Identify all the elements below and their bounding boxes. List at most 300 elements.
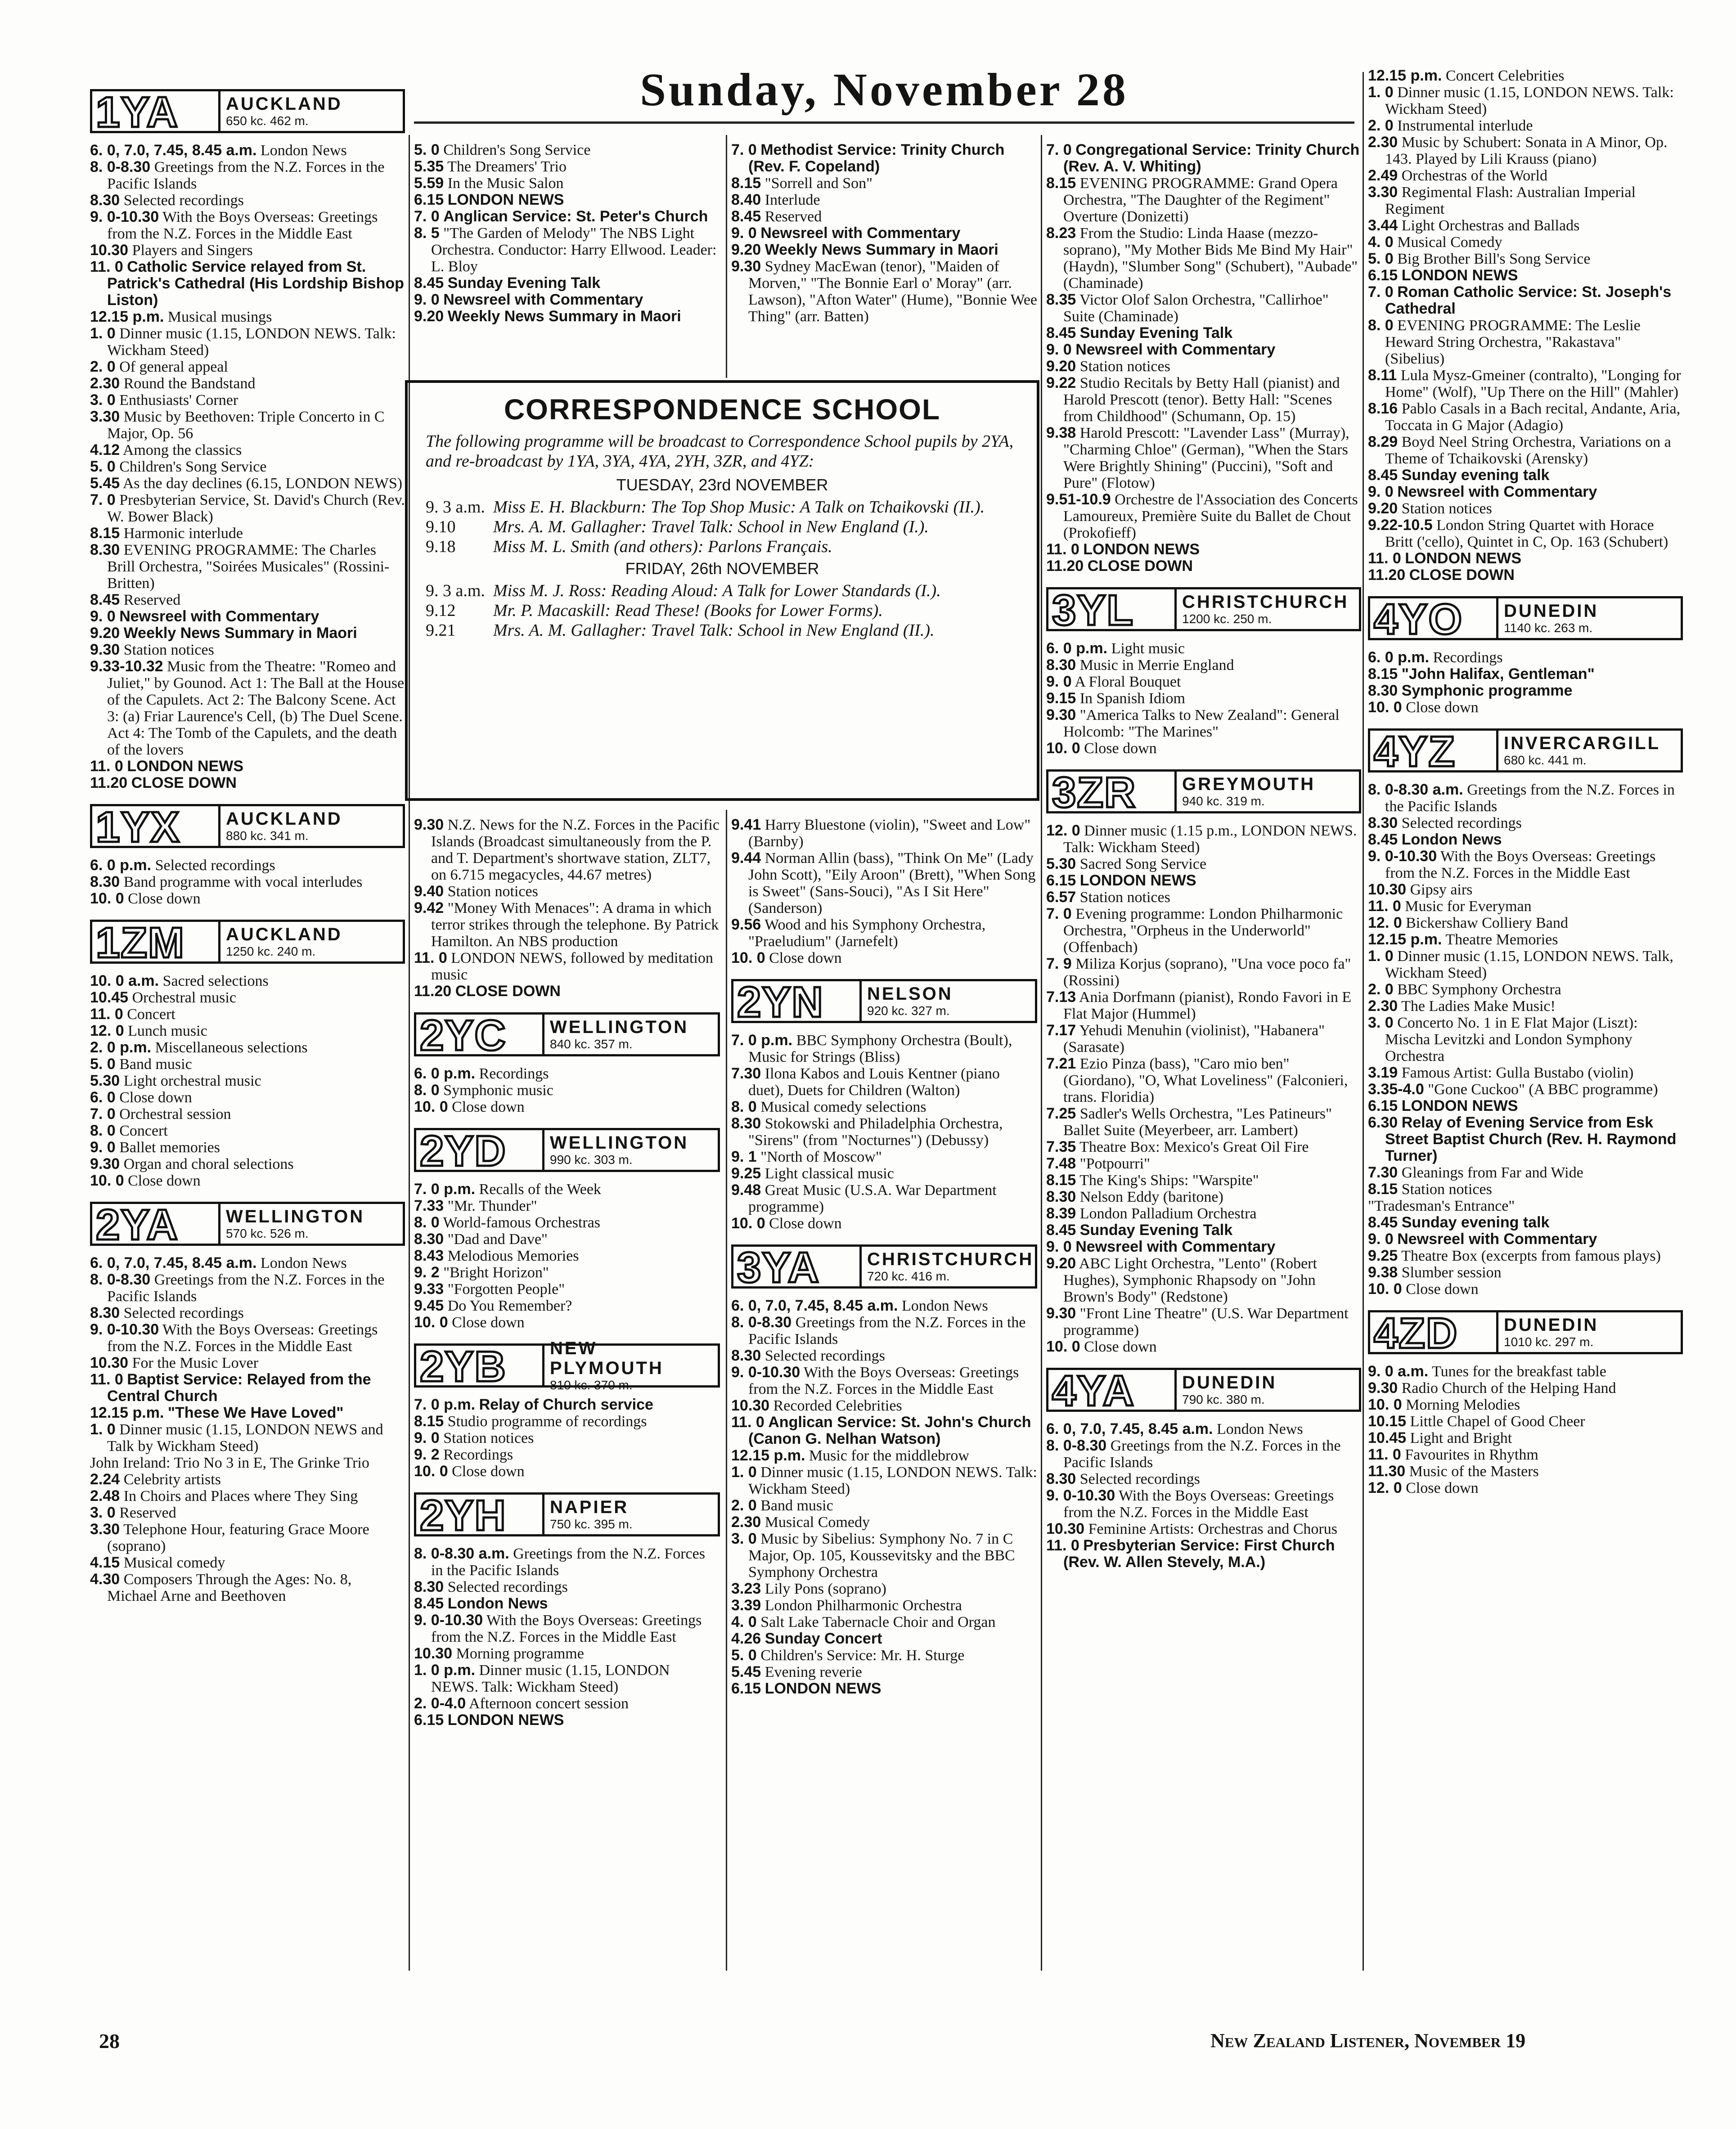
programme-description: John Ireland: Trio No 3 in E, The Grinke Trio	[90, 1455, 369, 1471]
programme-description: Newsreel with Commentary	[119, 608, 319, 625]
programme-time: 7.21	[1046, 1055, 1076, 1072]
programme-entry	[1046, 674, 1361, 690]
programme-description: Telephone Hour, featuring Grace Moore (soprano)	[107, 1521, 369, 1554]
programme-time: 8.15	[414, 1413, 444, 1430]
programme-description: Station notices	[1401, 500, 1492, 517]
column-3-bottom	[731, 817, 1037, 1697]
programme-description: Relay of Church service	[479, 1396, 653, 1413]
programme-description: Great Music (U.S.A. War Department programme)	[748, 1182, 997, 1215]
programme-description: In Choirs and Places where They Sing	[123, 1488, 358, 1505]
programme-time: 9.22	[1046, 374, 1076, 391]
programme-time: 3.19	[1368, 1064, 1398, 1081]
programme-description: Station notices	[1079, 889, 1170, 906]
programme-time: 8.30	[1046, 656, 1076, 674]
programme-entry	[414, 1413, 720, 1430]
programme-description: Theatre Memories	[1445, 931, 1558, 948]
programme-time: 11.30	[1368, 1463, 1406, 1480]
programme-time: 3.30	[1368, 184, 1398, 201]
programme-entry	[1046, 1155, 1361, 1172]
programme-time: 6.15	[414, 1711, 444, 1729]
programme-description: Sacred selections	[162, 973, 269, 989]
programme-entry	[731, 1614, 1037, 1630]
programme-entry	[414, 1099, 720, 1115]
programme-time: 9.33-10.32	[90, 658, 163, 675]
station-frequency: 680 kc. 441 m.	[1504, 753, 1587, 767]
programme-description: Symphonic programme	[1401, 682, 1573, 699]
programme-description: "Dad and Dave"	[447, 1231, 548, 1248]
station-header	[90, 89, 405, 133]
programme-time: 8.30	[90, 541, 120, 558]
programme-description: Little Chapel of Good Cheer	[1410, 1413, 1585, 1430]
programme-description: Children's Song Service	[443, 142, 591, 158]
programme-entry	[90, 542, 405, 592]
programme-entry	[1368, 517, 1683, 550]
programme-time: 9. 0	[1368, 483, 1394, 500]
programme-time: 9. 1	[731, 1148, 757, 1165]
programme-description: Dinner music (1.15, LONDON NEWS. Talk: Wickham Steed)	[107, 325, 396, 359]
programme-entry	[1046, 1421, 1361, 1437]
station-city: INVERCARGILL	[1504, 733, 1660, 753]
programme-time: 5.30	[90, 1072, 120, 1089]
programme-time: 4.15	[90, 1554, 120, 1571]
station-header	[90, 1202, 405, 1246]
programme-entry	[1368, 1114, 1683, 1164]
programme-entry	[1046, 657, 1361, 674]
programme-description: Selected recordings	[1401, 815, 1522, 831]
programme-description: Tunes for the breakfast table	[1432, 1363, 1606, 1380]
programme-time: 4.30	[90, 1571, 120, 1588]
programme-entry	[90, 1255, 405, 1271]
programme-time: 5. 0	[90, 458, 116, 475]
programme-description: Band music	[119, 1056, 192, 1073]
programme-description: Music of the Masters	[1409, 1463, 1539, 1480]
programme-entry	[1046, 1056, 1361, 1105]
programme-description: London News	[260, 1255, 347, 1271]
station-frequency: 720 kc. 416 m.	[867, 1269, 950, 1283]
programme-description: "These We Have Loved"	[167, 1404, 344, 1421]
programme-description: Yehudi Menuhin (violinist), "Habanera" (Sarasate)	[1063, 1022, 1325, 1056]
programme-description: Gipsy airs	[1410, 881, 1473, 898]
programme-entry	[90, 1089, 405, 1106]
programme-entry	[1368, 467, 1683, 484]
programme-description: Concerto No. 1 in E Flat Major (Liszt): Mischa Levitzki and London Symphony Orchestra	[1385, 1015, 1638, 1064]
station-call-sign: 2YA	[92, 1204, 220, 1244]
programme-entry	[414, 1214, 720, 1231]
programme-entry	[1046, 1338, 1361, 1355]
programme-description: CLOSE DOWN	[1409, 566, 1515, 584]
programme-time: 7. 0	[1368, 283, 1394, 301]
programme-time: 9. 0	[1368, 1231, 1394, 1248]
programme-entry	[731, 1531, 1037, 1581]
programme-entry	[1368, 1430, 1683, 1446]
programme-time: 3. 0	[731, 1530, 757, 1547]
programme-entry	[731, 1115, 1037, 1149]
programme-time: 2. 0	[731, 1497, 757, 1514]
programme-entry	[731, 142, 1037, 175]
station-info	[1177, 1370, 1359, 1410]
programme-entry	[1368, 367, 1683, 400]
programme-time: 9.38	[1368, 1264, 1398, 1281]
programme-description: Concert	[127, 1006, 175, 1023]
programme-time: 4. 0	[1368, 234, 1394, 251]
programme-entry	[1046, 872, 1361, 889]
programme-entry	[414, 192, 720, 208]
programme-description: The Ladies Make Music!	[1401, 998, 1556, 1015]
programme-time: 3.30	[90, 1521, 120, 1538]
programme-entry	[1368, 1413, 1683, 1430]
programme-time: 9. 0 a.m.	[1368, 1363, 1429, 1380]
programme-time: 8. 0-8.30 a.m.	[414, 1545, 509, 1562]
programme-time: 5. 0	[414, 141, 440, 158]
programme-time: 3.44	[1368, 217, 1398, 234]
programme-time: 10.30	[90, 1354, 129, 1371]
programme-entry	[1368, 167, 1683, 184]
programme-entry	[90, 359, 405, 375]
programme-entry	[90, 1106, 405, 1123]
programme-description: Close down	[1406, 699, 1479, 716]
station-call-sign: 4YZ	[1370, 731, 1498, 770]
programme-entry	[414, 983, 720, 1000]
programme-entry	[731, 1514, 1037, 1531]
programme-description: Greetings from the N.Z. Forces in the Pacific Islands	[1063, 1437, 1341, 1471]
programme-time: 8.15	[1046, 1172, 1076, 1189]
programme-time: 12.15 p.m.	[90, 308, 164, 325]
programme-description: Newsreel with Commentary	[1397, 1231, 1597, 1248]
programme-description: LONDON NEWS	[1079, 872, 1196, 889]
programme-entry	[1368, 217, 1683, 234]
station-city: DUNEDIN	[1504, 1315, 1599, 1335]
programme-entry	[1368, 251, 1683, 267]
programme-time: 8.15	[1368, 1181, 1398, 1198]
programme-description: Children's Service: Mr. H. Sturge	[760, 1647, 965, 1664]
programme-entry	[1046, 558, 1361, 575]
programme-time: 8.30	[90, 873, 120, 890]
programme-time: 7.30	[731, 1065, 761, 1082]
programme-description: "Tradesman's Entrance"	[1368, 1198, 1515, 1214]
programme-entry	[1368, 500, 1683, 517]
station-frequency: 880 kc. 341 m.	[226, 829, 309, 843]
programme-time: 2.30	[90, 375, 120, 392]
programme-description: Selected recordings	[447, 1579, 568, 1595]
programme-time: 10. 0	[1046, 740, 1080, 757]
station-info	[544, 1130, 718, 1170]
station-frequency: 790 kc. 380 m.	[1182, 1392, 1265, 1406]
programme-entry	[731, 950, 1037, 966]
programme-time: 8.30	[1368, 814, 1398, 831]
programme-entry	[731, 1314, 1037, 1347]
programme-entry	[1046, 1471, 1361, 1487]
station-header	[90, 920, 405, 964]
programme-description: Bickershaw Colliery Band	[1406, 915, 1568, 931]
programme-time: 8. 0	[414, 1214, 440, 1231]
programme-description: Light music	[1111, 640, 1185, 657]
programme-entry	[1046, 1205, 1361, 1222]
programme-entry	[731, 1065, 1037, 1099]
programme-time: 8. 0-8.30 a.m.	[1368, 781, 1463, 798]
programme-entry	[1046, 1537, 1361, 1571]
programme-entry	[90, 1271, 405, 1305]
programme-entry	[90, 1488, 405, 1505]
programme-entry	[1046, 1222, 1361, 1239]
programme-entry	[90, 259, 405, 309]
programme-entry	[90, 775, 405, 791]
programme-time: 2.24	[90, 1471, 120, 1488]
programme-entry	[90, 1023, 405, 1039]
programme-time: 8. 0-8.30	[731, 1314, 792, 1331]
programme-entry	[1046, 707, 1361, 740]
programme-time: 7. 0 p.m.	[414, 1181, 476, 1198]
programme-entry	[90, 442, 405, 458]
programme-description: Greetings from the N.Z. Forces in the Pacific Islands	[107, 159, 385, 192]
programme-time: 8.30	[90, 192, 120, 209]
programme-entry	[90, 1305, 405, 1321]
programme-time: 8.45	[1368, 831, 1398, 848]
programme-description: Music by Schubert: Sonata in A Minor, Op. 143. Played by Lili Krauss (piano)	[1385, 134, 1668, 167]
programme-description: Theatre Box (excerpts from famous plays)	[1401, 1248, 1661, 1264]
programme-time: 9. 0	[414, 1429, 440, 1446]
programme-entry	[1368, 898, 1683, 915]
programme-time: 6. 0, 7.0, 7.45, 8.45 a.m.	[90, 1254, 257, 1271]
programme-entry	[90, 973, 405, 989]
programme-description: London News	[1216, 1421, 1303, 1437]
station-header	[414, 1492, 720, 1536]
programme-time: 10.45	[90, 989, 129, 1006]
station-city: CHRISTCHURCH	[1182, 592, 1349, 612]
station-frequency: 650 kc. 462 m.	[226, 114, 309, 128]
programme-entry	[414, 1065, 720, 1082]
programme-description: Close down	[769, 950, 842, 966]
column-3-top	[731, 142, 1037, 325]
programme-description: Band music	[760, 1497, 833, 1514]
programme-entry	[731, 1364, 1037, 1397]
programme-description: Band programme with vocal interludes	[123, 874, 363, 890]
programme-time: 8.30	[1046, 1188, 1076, 1205]
programme-time: 10. 0	[1368, 699, 1402, 716]
programme-description: With the Boys Overseas: Greetings from the N.Z. Forces in the Middle East	[1385, 848, 1656, 881]
station-call-sign: 2YN	[733, 981, 862, 1021]
programme-time: 9. 2	[414, 1446, 440, 1463]
programme-entry	[1368, 1181, 1683, 1198]
station-header	[1046, 1368, 1361, 1412]
programme-entry	[90, 1371, 405, 1405]
programme-entry	[1368, 848, 1683, 881]
programme-time: 1. 0	[90, 325, 116, 342]
station-info	[862, 981, 1035, 1021]
programme-description: Music by Beethoven: Triple Concerto in C Major, Op. 56	[107, 409, 385, 442]
programme-time: 6. 0, 7.0, 7.45, 8.45 a.m.	[90, 142, 257, 159]
programme-entry	[731, 175, 1037, 192]
programme-description: Greetings from the N.Z. Forces in the Pacific Islands	[1385, 782, 1675, 815]
station-frequency: 940 kc. 319 m.	[1182, 794, 1265, 808]
programme-description: Harold Prescott: "Lavender Lass" (Murray), "Charming Chloe" (German), "When the Stars Were Brightly Shining" (Puccini), "Soft and Pure" (Flotow)	[1063, 425, 1349, 491]
programme-entry	[414, 1595, 720, 1612]
programme-entry	[1368, 815, 1683, 831]
programme-entry	[90, 1321, 405, 1355]
programme-description: Presbyterian Service, St. David's Church (Rev. W. Bower Black)	[107, 492, 405, 525]
programme-entry	[1368, 1264, 1683, 1281]
programme-entry	[1368, 1397, 1683, 1413]
programme-time: 2. 0 p.m.	[90, 1039, 152, 1056]
programme-time: 9. 0-10.30	[1046, 1487, 1115, 1504]
programme-description: Studio programme of recordings	[447, 1413, 647, 1430]
station-info	[862, 1247, 1035, 1286]
programme-entry	[731, 1680, 1037, 1697]
programme-description: LONDON NEWS, followed by meditation music	[431, 950, 713, 983]
programme-description: Sunday Concert	[765, 1630, 882, 1647]
programme-entry	[90, 1554, 405, 1571]
programme-entry	[731, 1630, 1037, 1647]
programme-time: 5.59	[414, 175, 444, 192]
programme-time: 6.30	[1368, 1114, 1398, 1131]
programme-description: Recordings	[1433, 649, 1503, 666]
programme-entry	[1046, 1105, 1361, 1139]
programme-entry	[90, 192, 405, 209]
programme-entry	[1368, 1380, 1683, 1397]
programme-time: 9.30	[1046, 1305, 1076, 1322]
programme-description: Newsreel with Commentary	[443, 291, 643, 308]
programme-description: CLOSE DOWN	[1087, 557, 1193, 575]
programme-entry	[731, 1165, 1037, 1182]
programme-time: 9.51-10.9	[1046, 491, 1111, 508]
correspondence-item: 9.10 Mrs. A. M. Gallagher: Travel Talk: School in New England (I.).	[426, 517, 929, 536]
programme-time: 10. 0	[1046, 1338, 1080, 1355]
programme-time: 8. 0-8.30	[90, 1271, 151, 1288]
column-2-top	[414, 142, 720, 325]
programme-entry	[731, 850, 1037, 916]
programme-entry	[414, 275, 720, 292]
programme-entry	[1368, 117, 1683, 134]
programme-time: 8.15	[1368, 665, 1398, 683]
programme-time: 10.30	[90, 242, 129, 259]
programme-time: 9.30	[90, 1155, 120, 1172]
programme-time: 8.30	[1046, 1470, 1076, 1487]
programme-description: London String Quartet with Horace Britt ('cello), Quintet in C, Op. 163 (Schubert)	[1385, 517, 1669, 550]
programme-entry	[731, 1099, 1037, 1115]
programme-time: 11. 0	[414, 949, 447, 966]
station-city: GREYMOUTH	[1182, 774, 1315, 794]
correspondence-day-2	[426, 559, 1019, 640]
programme-entry	[90, 458, 405, 475]
programme-description: Ilona Kabos and Louis Kentner (piano duet), Duets for Children (Walton)	[748, 1065, 1000, 1099]
programme-description: Ezio Pinza (bass), "Caro mio ben" (Giordano), "O, What Loveliness" (Falconieri, trans. Floridia)	[1063, 1056, 1348, 1105]
programme-time: 7. 0	[1046, 141, 1072, 158]
programme-description: Close down	[128, 890, 201, 907]
programme-description: London News	[901, 1298, 988, 1314]
programme-entry	[414, 158, 720, 175]
programme-time: 3.35-4.0	[1368, 1081, 1424, 1098]
programme-entry	[1046, 822, 1361, 856]
programme-description: Congregational Service: Trinity Church (Rev. A. V. Whiting)	[1063, 141, 1360, 175]
programme-time: 6. 0, 7.0, 7.45, 8.45 a.m.	[1046, 1420, 1213, 1437]
programme-time: 9. 0	[90, 1139, 116, 1156]
programme-entry	[1046, 325, 1361, 341]
programme-time: 11. 0	[1046, 541, 1079, 558]
station-header	[731, 979, 1037, 1023]
programme-time: 12.15 p.m.	[731, 1447, 805, 1464]
programme-time: 10. 0	[90, 1172, 124, 1189]
programme-time: 8.11	[1368, 367, 1397, 384]
programme-description: Lily Pons (soprano)	[765, 1581, 886, 1597]
programme-description: Selected recordings	[123, 192, 244, 209]
programme-time: 9.56	[731, 916, 761, 933]
programme-entry	[414, 292, 720, 308]
programme-entry	[90, 525, 405, 542]
programme-time: 11. 0	[731, 1414, 765, 1431]
programme-time: 11. 0	[90, 258, 123, 275]
programme-description: London News	[1401, 831, 1502, 848]
programme-entry	[414, 1612, 720, 1645]
programme-time: 4.12	[90, 441, 120, 458]
programme-entry	[90, 1355, 405, 1371]
programme-description: Catholic Service relayed from St. Patrick's Cathedral (His Lordship Bishop Liston)	[107, 258, 404, 309]
programme-time: 11. 0	[1046, 1537, 1079, 1554]
programme-description: Evening reverie	[765, 1664, 862, 1680]
programme-description: A Floral Bouquet	[1075, 674, 1181, 690]
programme-time: 8.15	[731, 175, 761, 192]
programme-description: Station notices	[123, 642, 214, 658]
programme-time: 9.41	[731, 816, 761, 833]
programme-entry	[414, 1281, 720, 1298]
station-city: WELLINGTON	[550, 1017, 689, 1037]
programme-description: "The Garden of Melody" The NBS Light Orchestra. Conductor: Harry Ellwood. Leader: L. Bloy	[431, 225, 717, 275]
programme-description: With the Boys Overseas: Greetings from the N.Z. Forces in the Middle East	[107, 209, 378, 242]
programme-description: With the Boys Overseas: Greetings from the N.Z. Forces in the Middle East	[748, 1364, 1019, 1397]
programme-entry	[1046, 292, 1361, 325]
programme-entry	[414, 1662, 720, 1695]
programme-time: 8.30	[90, 1304, 120, 1321]
programme-entry	[731, 1581, 1037, 1597]
programme-time: 6. 0 p.m.	[1046, 640, 1108, 657]
station-info	[544, 1015, 718, 1054]
programme-description: Light classical music	[765, 1165, 894, 1182]
programme-time: 7.48	[1046, 1155, 1076, 1172]
programme-time: 8. 0	[414, 1082, 440, 1099]
programme-entry	[414, 1579, 720, 1595]
programme-entry	[90, 625, 405, 642]
programme-entry	[1046, 142, 1361, 175]
programme-description: Pablo Casals in a Bach recital, Andante, Aria, Toccata in G Major (Adagio)	[1385, 400, 1681, 434]
station-header	[1368, 728, 1683, 773]
programme-entry	[731, 1397, 1037, 1414]
programme-description: Music for Everyman	[1405, 898, 1532, 915]
programme-time: 8.30	[731, 1347, 761, 1364]
programme-entry	[1368, 67, 1683, 84]
programme-entry	[1046, 358, 1361, 375]
programme-entry	[1046, 1255, 1361, 1305]
programme-entry	[90, 890, 405, 907]
programme-time: 11.20	[1368, 566, 1406, 584]
programme-time: 7. 0 p.m.	[731, 1032, 793, 1049]
programme-entry	[1368, 782, 1683, 815]
programme-description: Greetings from the N.Z. Forces in the Pacific Islands	[431, 1545, 705, 1579]
programme-description: LONDON NEWS	[1401, 267, 1518, 284]
programme-description: Composers Through the Ages: No. 8, Michael Arne and Beethoven	[107, 1571, 352, 1604]
station-city: NELSON	[867, 984, 953, 1004]
programme-time: 1. 0	[731, 1464, 757, 1481]
station-header	[1046, 587, 1361, 631]
programme-entry	[731, 1414, 1037, 1447]
programme-time: 8.29	[1368, 433, 1398, 450]
correspondence-day-1	[426, 476, 1019, 557]
programme-entry	[414, 1181, 720, 1198]
programme-entry	[1046, 375, 1361, 425]
programme-entry	[1368, 84, 1683, 117]
station-frequency: 840 kc. 357 m.	[550, 1037, 633, 1051]
programme-entry	[90, 1056, 405, 1073]
programme-entry	[1046, 690, 1361, 707]
programme-entry	[90, 1505, 405, 1521]
programme-description: Studio Recitals by Betty Hall (pianist) and Harold Prescott (tenor). Betty Hall: "Scenes from Childhood" (Schumann, Op. 15)	[1063, 375, 1340, 425]
